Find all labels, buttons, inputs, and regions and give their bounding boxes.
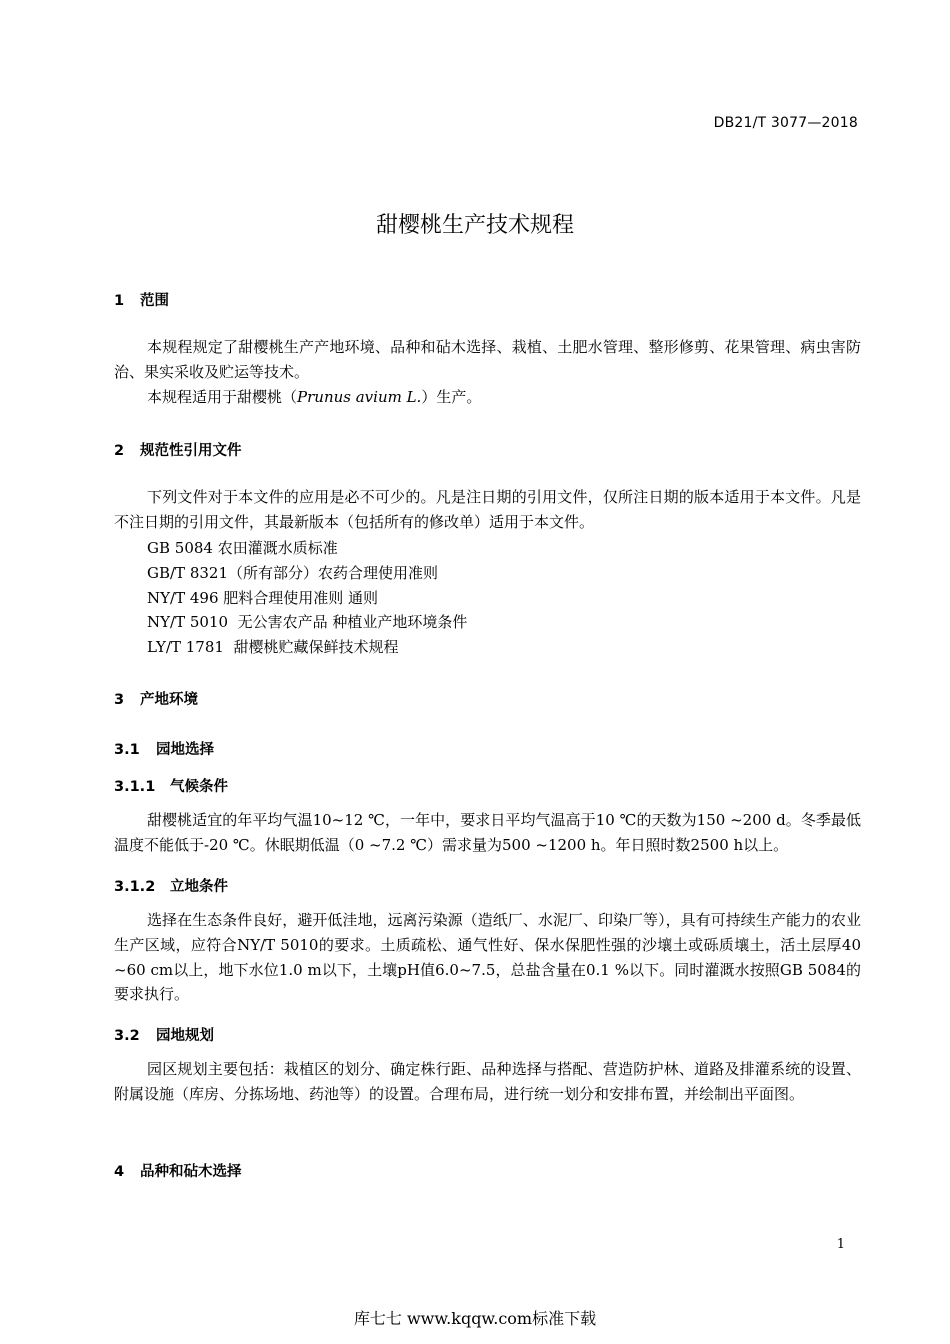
section-title: 产地环境 — [140, 692, 198, 708]
section-number: 1 — [114, 293, 125, 309]
reference-item: GB/T 8321（所有部分）农药合理使用准则 — [147, 564, 439, 582]
page-number: 1 — [836, 1237, 845, 1252]
subsection-number: 3.2 — [114, 1028, 140, 1044]
text-segment: 本规程适用于甜樱桃（ — [147, 388, 298, 406]
reference-item: NY/T 5010 无公害农产品 种植业产地环境条件 — [147, 613, 468, 631]
subsection-title: 园地规划 — [156, 1028, 214, 1044]
subsection-title: 立地条件 — [170, 879, 228, 895]
site-conditions-paragraph: 选择在生态条件良好，避开低洼地，远离污染源（造纸厂、水泥厂、印染厂等），具有可持续生产能力的农业生产区域，应符合NY/T 5010的要求。土质疏松、通气性好、保水保肥性强的沙壤土或砾质壤土，活土层厚40 ~60 cm以上，地下水位1.0 m以下，土壤pH值6.0~7.5，总盐含量在0.1 %以下。同时灌溉水按照GB 5084的要求执行。 — [114, 911, 861, 1004]
section-number: 2 — [114, 443, 125, 459]
subsection-3-2-heading — [114, 1024, 214, 1045]
section-1-heading — [114, 289, 169, 310]
subsection-title: 气候条件 — [170, 779, 228, 795]
latin-species-name: Prunus avium L. — [297, 388, 422, 406]
section-4-heading — [114, 1160, 242, 1181]
section-number: 3 — [114, 692, 125, 708]
section-number: 4 — [114, 1164, 125, 1180]
subsection-number: 3.1.1 — [114, 779, 156, 795]
reference-item: LY/T 1781 甜樱桃贮藏保鲜技术规程 — [147, 638, 399, 656]
scope-applicability — [114, 385, 861, 410]
footer-watermark: 库七七 www.kqqw.com标准下载 — [353, 1309, 597, 1328]
document-title: 甜樱桃生产技术规程 — [375, 213, 574, 238]
reference-item: GB 5084 农田灌溉水质标准 — [147, 539, 338, 557]
orchard-planning-paragraph: 园区规划主要包括：栽植区的划分、确定株行距、品种选择与搭配、营造防护林、道路及排灌系统的设置、附属设施（库房、分拣场地、药池等）的设置。合理布局，进行统一划分和安排布置，并绘制出平面图。 — [114, 1060, 861, 1103]
subsection-3-1-1-heading — [114, 775, 228, 796]
normative-references-paragraph: 下列文件对于本文件的应用是必不可少的。凡是注日期的引用文件，仅所注日期的版本适用于本文件。凡是不注日期的引用文件，其最新版本（包括所有的修改单）适用于本文件。 — [114, 488, 861, 531]
standard-code: DB21/T 3077—2018 — [713, 115, 858, 131]
section-title: 范围 — [140, 293, 169, 309]
section-title: 规范性引用文件 — [140, 443, 242, 459]
climate-conditions-paragraph: 甜樱桃适宜的年平均气温10~12 ℃，一年中，要求日平均气温高于10 ℃的天数为150 ~200 d。冬季最低温度不能低于-20 ℃。休眠期低温（0 ~7.2 ℃）需求量为500 ~1200 h。年日照时数2500 h以上。 — [114, 811, 861, 854]
subsection-number: 3.1.2 — [114, 879, 156, 895]
subsection-title: 园地选择 — [156, 742, 214, 758]
subsection-number: 3.1 — [114, 742, 140, 758]
text-segment: ）生产。 — [421, 388, 482, 406]
reference-item: NY/T 496 肥料合理使用准则 通则 — [147, 589, 379, 607]
subsection-3-1-2-heading — [114, 875, 228, 896]
section-3-heading — [114, 688, 198, 709]
section-title: 品种和砧木选择 — [140, 1164, 242, 1180]
subsection-3-1-heading — [114, 738, 214, 759]
scope-paragraph: 本规程规定了甜樱桃生产产地环境、品种和砧木选择、栽植、土肥水管理、整形修剪、花果管理、病虫害防治、果实采收及贮运等技术。 — [114, 338, 861, 381]
section-2-heading — [114, 439, 242, 460]
